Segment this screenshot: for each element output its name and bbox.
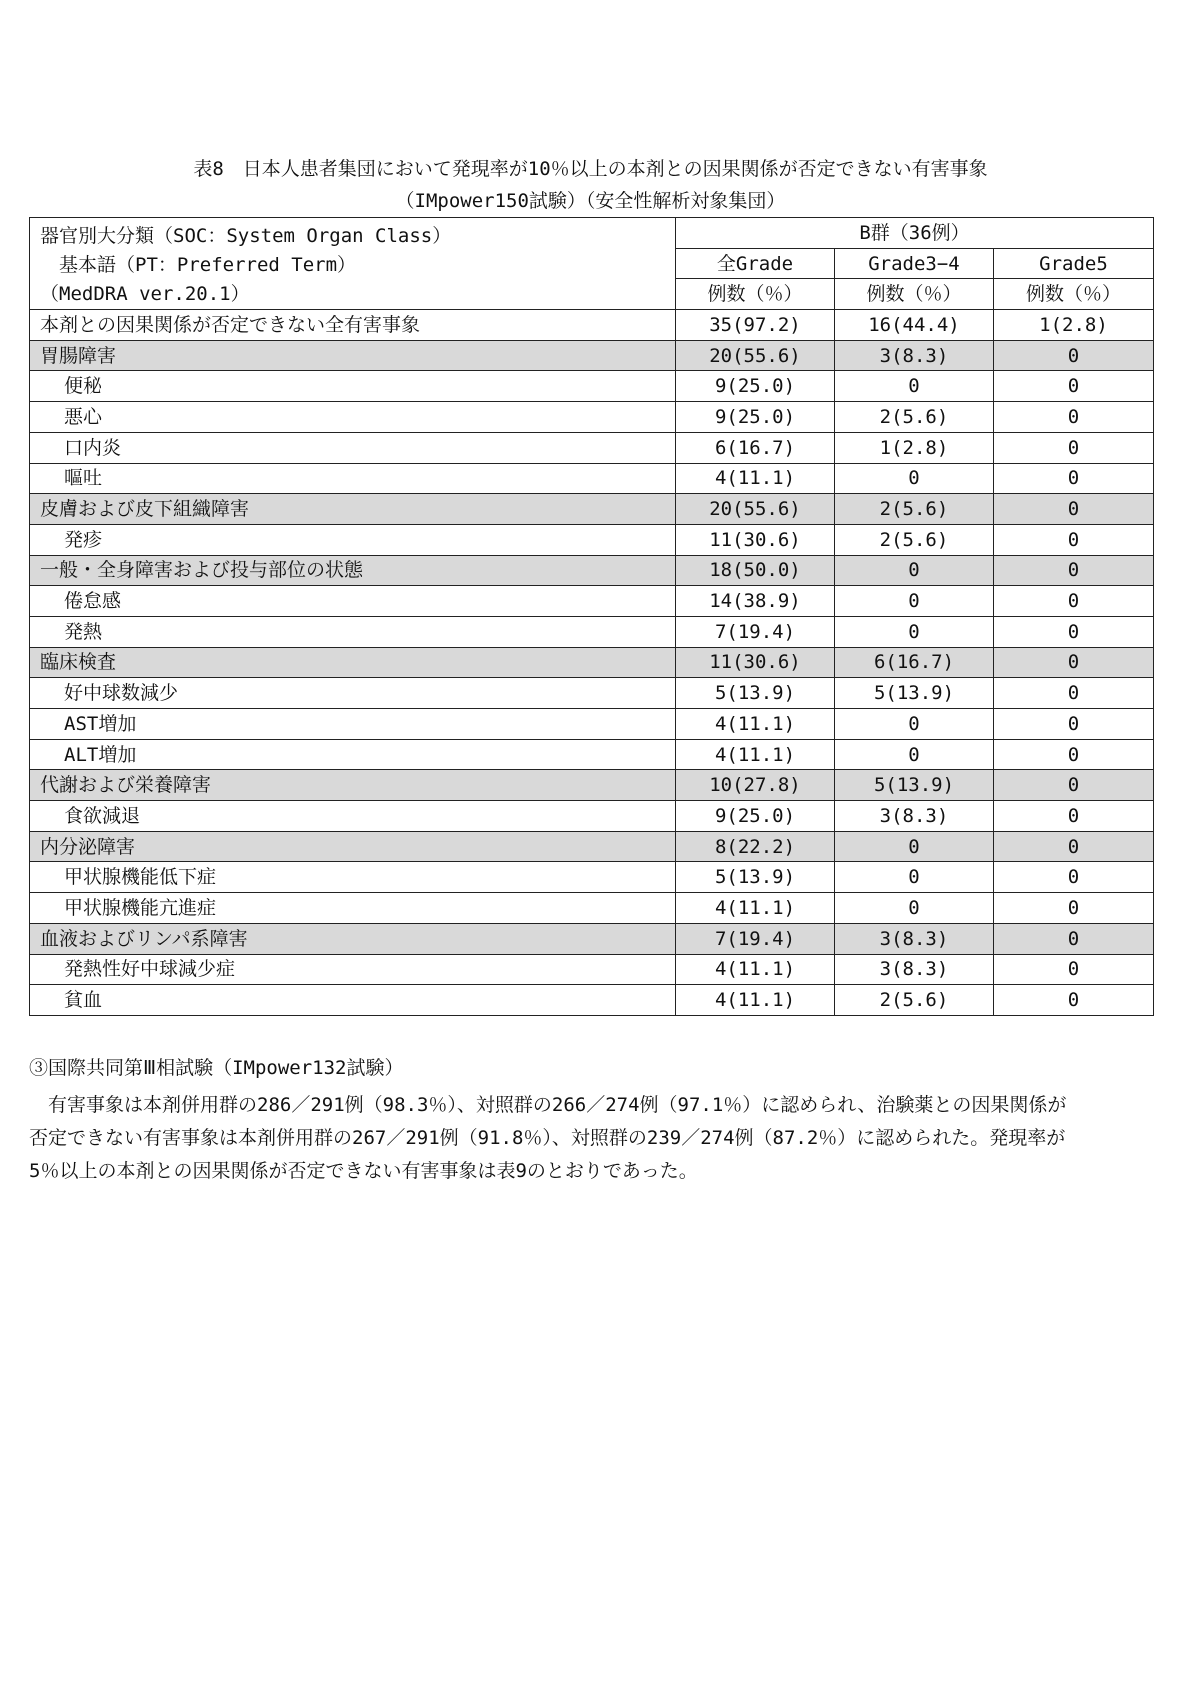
row-value: 3(8.3)	[835, 340, 994, 371]
table-row	[30, 954, 1154, 985]
row-value: 35(97.2)	[676, 310, 835, 341]
row-value: 11(30.6)	[676, 524, 835, 555]
row-label: 本剤との因果関係が否定できない全有害事象	[30, 310, 676, 341]
row-label: AST増加	[30, 709, 676, 740]
table-row	[30, 340, 1154, 371]
row-value: 0	[835, 555, 994, 586]
row-label: 嘔吐	[30, 463, 676, 494]
row-label: 皮膚および皮下組織障害	[30, 494, 676, 525]
table-body	[30, 310, 1154, 1016]
row-label: 胃腸障害	[30, 340, 676, 371]
header-unit: 例数（％）	[835, 279, 994, 310]
table-row	[30, 985, 1154, 1016]
row-value: 16(44.4)	[835, 310, 994, 341]
row-value: 1(2.8)	[994, 310, 1154, 341]
row-value: 4(11.1)	[676, 709, 835, 740]
row-value: 0	[994, 739, 1154, 770]
row-value: 18(50.0)	[676, 555, 835, 586]
table-row	[30, 647, 1154, 678]
row-value: 0	[994, 678, 1154, 709]
table-row	[30, 310, 1154, 341]
row-label: 甲状腺機能低下症	[30, 862, 676, 893]
header-soc: 器官別大分類（SOC：System Organ Class）	[40, 225, 452, 247]
row-value: 0	[835, 739, 994, 770]
header-group: B群（36例）	[676, 218, 1154, 249]
row-value: 0	[994, 402, 1154, 433]
row-value: 9(25.0)	[676, 402, 835, 433]
row-label: 発疹	[30, 524, 676, 555]
row-value: 2(5.6)	[835, 402, 994, 433]
row-value: 9(25.0)	[676, 371, 835, 402]
row-value: 0	[994, 371, 1154, 402]
header-pt: 基本語（PT：Preferred Term）	[40, 254, 357, 276]
table-row	[30, 524, 1154, 555]
row-value: 0	[994, 494, 1154, 525]
row-label: 甲状腺機能亢進症	[30, 893, 676, 924]
table-row	[30, 402, 1154, 433]
table-title: 表8 日本人患者集団において発現率が10％以上の本剤との因果関係が否定できない有害事象	[193, 158, 988, 180]
row-value: 0	[994, 432, 1154, 463]
row-value: 9(25.0)	[676, 801, 835, 832]
row-value: 0	[835, 586, 994, 617]
row-value: 0	[994, 709, 1154, 740]
table-row	[30, 463, 1154, 494]
paragraph-line: 有害事象は本剤併用群の286／291例（98.3％）、対照群の266／274例（97.1％）に認められ、治験薬との因果関係が	[29, 1094, 1067, 1116]
row-label: 好中球数減少	[30, 678, 676, 709]
table-row	[30, 586, 1154, 617]
row-label: 発熱	[30, 616, 676, 647]
row-label: ALT増加	[30, 739, 676, 770]
row-value: 0	[994, 616, 1154, 647]
row-value: 0	[994, 893, 1154, 924]
row-value: 3(8.3)	[835, 923, 994, 954]
row-label: 内分泌障害	[30, 831, 676, 862]
row-value: 2(5.6)	[835, 985, 994, 1016]
table-row	[30, 709, 1154, 740]
row-value: 0	[835, 709, 994, 740]
row-value: 7(19.4)	[676, 616, 835, 647]
row-value: 0	[835, 893, 994, 924]
row-label: 一般・全身障害および投与部位の状態	[30, 555, 676, 586]
row-value: 0	[835, 616, 994, 647]
row-value: 2(5.6)	[835, 524, 994, 555]
header-col-all-grade: 全Grade	[676, 248, 835, 279]
row-label: 臨床検査	[30, 647, 676, 678]
row-value: 10(27.8)	[676, 770, 835, 801]
header-term-cell	[30, 218, 676, 310]
row-value: 4(11.1)	[676, 954, 835, 985]
table-row	[30, 678, 1154, 709]
table-row	[30, 616, 1154, 647]
row-label: 口内炎	[30, 432, 676, 463]
row-label: 血液およびリンパ系障害	[30, 923, 676, 954]
header-col-grade3-4: Grade3−4	[835, 248, 994, 279]
row-value: 20(55.6)	[676, 340, 835, 371]
table-row	[30, 770, 1154, 801]
row-value: 14(38.9)	[676, 586, 835, 617]
row-label: 食欲減退	[30, 801, 676, 832]
row-value: 0	[994, 801, 1154, 832]
header-meddra: （MedDRA ver.20.1）	[40, 283, 250, 305]
row-value: 0	[835, 862, 994, 893]
row-value: 0	[994, 586, 1154, 617]
row-value: 0	[994, 862, 1154, 893]
table-row	[30, 923, 1154, 954]
row-value: 0	[994, 647, 1154, 678]
row-value: 4(11.1)	[676, 985, 835, 1016]
row-value: 0	[994, 954, 1154, 985]
row-label: 発熱性好中球減少症	[30, 954, 676, 985]
row-value: 6(16.7)	[835, 647, 994, 678]
table-row	[30, 432, 1154, 463]
row-label: 便秘	[30, 371, 676, 402]
row-value: 11(30.6)	[676, 647, 835, 678]
row-value: 5(13.9)	[676, 862, 835, 893]
table-row	[30, 893, 1154, 924]
row-value: 3(8.3)	[835, 954, 994, 985]
row-value: 5(13.9)	[835, 770, 994, 801]
row-value: 7(19.4)	[676, 923, 835, 954]
row-value: 0	[835, 463, 994, 494]
row-value: 20(55.6)	[676, 494, 835, 525]
row-value: 0	[994, 831, 1154, 862]
row-value: 0	[994, 340, 1154, 371]
row-value: 0	[994, 770, 1154, 801]
row-value: 3(8.3)	[835, 801, 994, 832]
row-label: 倦怠感	[30, 586, 676, 617]
header-unit: 例数（％）	[676, 279, 835, 310]
row-value: 2(5.6)	[835, 494, 994, 525]
row-value: 0	[994, 463, 1154, 494]
table-row	[30, 555, 1154, 586]
row-value: 5(13.9)	[676, 678, 835, 709]
row-value: 4(11.1)	[676, 893, 835, 924]
row-value: 0	[835, 371, 994, 402]
row-value: 5(13.9)	[835, 678, 994, 709]
header-unit: 例数（％）	[994, 279, 1154, 310]
row-label: 貧血	[30, 985, 676, 1016]
row-value: 0	[994, 985, 1154, 1016]
row-label: 代謝および栄養障害	[30, 770, 676, 801]
row-value: 4(11.1)	[676, 739, 835, 770]
row-value: 0	[835, 831, 994, 862]
adverse-events-table	[29, 217, 1154, 1016]
table-subtitle: （IMpower150試験）（安全性解析対象集団）	[395, 190, 786, 212]
row-value: 6(16.7)	[676, 432, 835, 463]
table-row	[30, 831, 1154, 862]
row-value: 8(22.2)	[676, 831, 835, 862]
row-value: 4(11.1)	[676, 463, 835, 494]
row-label: 悪心	[30, 402, 676, 433]
row-value: 0	[994, 524, 1154, 555]
table-row	[30, 862, 1154, 893]
row-value: 0	[994, 555, 1154, 586]
paragraph-line: 否定できない有害事象は本剤併用群の267／291例（91.8％）、対照群の239／274例（87.2％）に認められた。発現率が	[29, 1127, 1066, 1149]
table-row	[30, 494, 1154, 525]
table-row	[30, 371, 1154, 402]
paragraph-line: 5％以上の本剤との因果関係が否定できない有害事象は表9のとおりであった。	[29, 1160, 698, 1182]
row-value: 0	[994, 923, 1154, 954]
header-col-grade5: Grade5	[994, 248, 1154, 279]
section-heading: ③国際共同第Ⅲ相試験（IMpower132試験）	[29, 1057, 404, 1079]
table-row	[30, 801, 1154, 832]
row-value: 1(2.8)	[835, 432, 994, 463]
table-row	[30, 739, 1154, 770]
